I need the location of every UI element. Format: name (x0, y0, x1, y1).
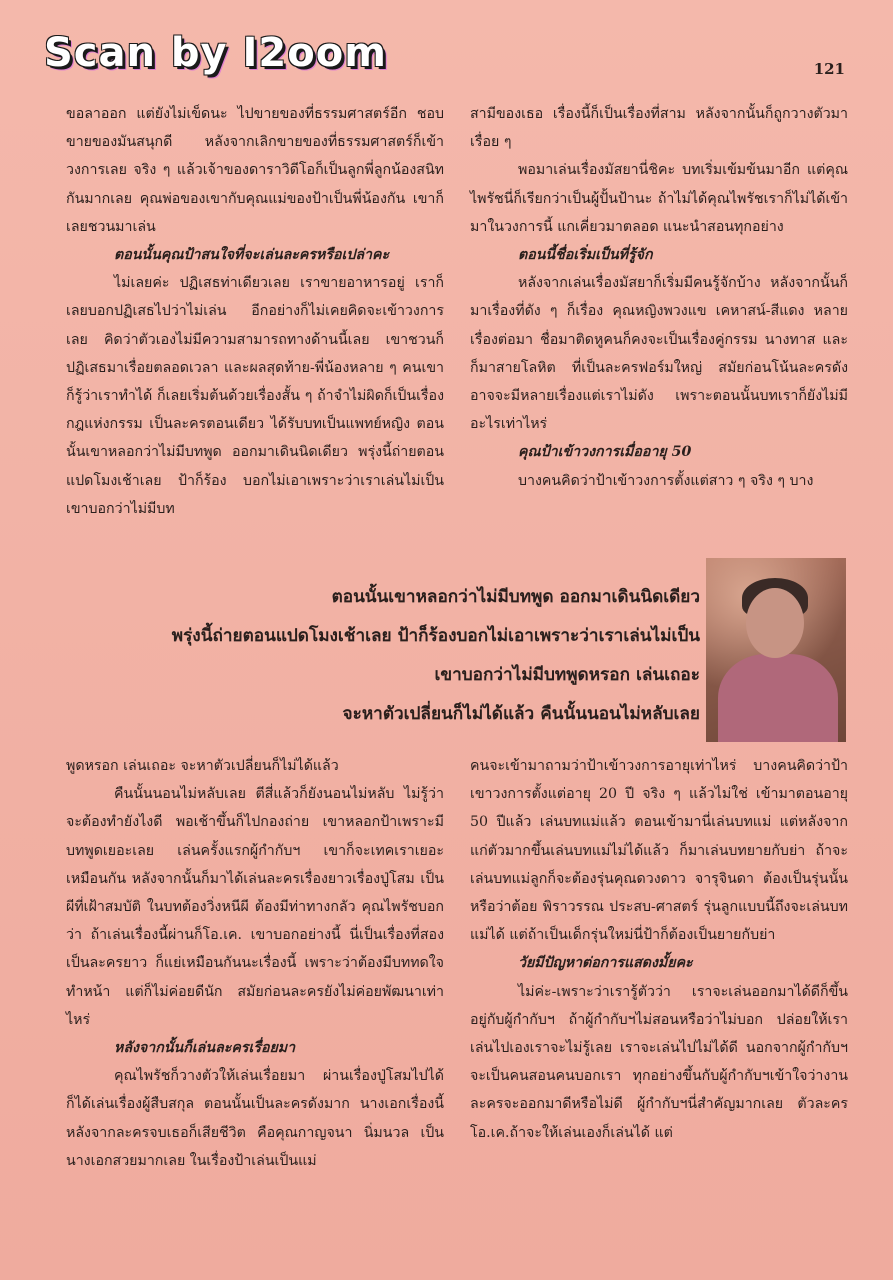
paragraph: พูดหรอก เล่นเถอะ จะหาตัวเปลี่ยนก็ไม่ได้แล้ว (66, 758, 339, 774)
section-heading: วัยมีปัญหาต่อการแสดงมั้ยคะ (518, 955, 693, 972)
column-top-left (66, 100, 444, 523)
section-heading: ตอนนี้ชื่อเริ่มเป็นที่รู้จัก (518, 247, 653, 264)
pull-quote-line: จะหาตัวเปลี่ยนก็ไม่ได้แล้ว คืนนั้นนอนไม่หลับเลย (342, 704, 700, 724)
pull-quote-line: เขาบอกว่าไม่มีบทพูดหรอก เล่นเถอะ (434, 665, 700, 685)
paragraph: บางคนคิดว่าป้าเข้าวงการตั้งแต่สาว ๆ จริง ๆ บาง (518, 472, 814, 489)
paragraph: คนจะเข้ามาถามว่าป้าเข้าวงการอายุเท่าไหร่ บางคนคิดว่าป้าเขาวงการตั้งแต่อายุ 20 ปี จริง ๆ แล้วไม่ใช่ เข้ามาตอนอายุ 50 ปีแล้ว เล่นบทแม่แล้ว ตอนเข้ามานี่เล่นบทแม่ แต่หลังจากแก่ตัวมากขึ้นเล่นบทแม่ไม่ได้แล้ว ก็มาเล่นบทยายกับย่า ถ้าจะเล่นบทแม่ลูกก็จะต้องรุ่นคุณดวงดาว จารุจินดา ต้องเป็นรุ่นนั้น หรือว่าต้อย พิราวรรณ ประสบ-ศาสตร์ รุ่นลูกแบบนี้ถึงจะเล่นบทแม่ได้ แต่ถ้าเป็นเด็กรุ่นใหม่นี่ป้าก็ต้องเป็นยายกับย่า (470, 758, 848, 944)
paragraph: พอมาเล่นเรื่องมัสยานี่ชิคะ บทเริ่มเข้มข้นมาอีก แต่คุณไพรัชนี่ก็เรียกว่าเป็นผู้ปั้นป้านะ ถ้าไม่ได้คุณไพรัชเราก็ไม่ได้เข้ามาในวงการนี้ แกเคี่ยวมาตลอด แนะนำสอนทุกอย่าง (470, 162, 848, 235)
section-heading: หลังจากนั้นก็เล่นละครเรื่อยมา (114, 1040, 296, 1057)
column-bottom-left (66, 752, 444, 1175)
pull-quote-line: ตอนนั้นเขาหลอกว่าไม่มีบทพูด ออกมาเดินนิดเดียว (331, 587, 700, 607)
section-heading: คุณป้าเข้าวงการเมื่ออายุ 50 (518, 444, 692, 461)
portrait-photo (706, 558, 846, 742)
paragraph: ขอลาออก แต่ยังไม่เข็ดนะ ไปขายของที่ธรรมศาสตร์อีก ชอบขายของมันสนุกดี หลังจากเลิกขายของที่ธรรมศาสตร์ก็เข้าวงการเลย จริง ๆ แล้วเจ้าของดาราวิดีโอก็เป็นลูกพี่ลูกน้องสนิทกันมากเลย คุณพ่อของเขากับคุณแม่ของป้าเป็นพี่น้องกัน เขาก็เลยชวนมาเล่น (66, 106, 444, 235)
pull-quote (60, 578, 700, 734)
paragraph: คุณไพรัชก็วางตัวให้เล่นเรื่อยมา ผ่านเรื่องปู่โสมไปได้ก็ได้เล่นเรื่องผู้สืบสกุล ตอนนั้นเป็นละครดังมาก นางเอกเรื่องนี้ หลังจากละครจบเธอก็เสียชีวิต คือคุณกาญจนา นิ่มนวล เป็นนางเอกสวยมากเลย ในเรื่องป้าเล่นเป็นแม่ (66, 1068, 444, 1169)
paragraph: สามีของเธอ เรื่องนี้ก็เป็นเรื่องที่สาม หลังจากนั้นก็ถูกวางตัวมาเรื่อย ๆ (470, 106, 848, 151)
paragraph: หลังจากเล่นเรื่องมัสยาก็เริ่มมีคนรู้จักบ้าง หลังจากนั้นก็มาเรื่องที่ดัง ๆ ก็เรื่อง คุณหญิงพวงแข เคหาสน์-สีแดง หลายเรื่องต่อมา ชื่อมาติดหูคนก็คงจะเป็นเรื่องคู่กรรม นางทาส และก็มาสายโลหิต ที่เป็นละครฟอร์มใหญ่ สมัยก่อนโน้นละครดังอาจจะมีหลายเรื่องแต่เราไม่ดัง เพราะตอนนั้นบทเราก็ยังไม่มีอะไรเท่าไหร่ (470, 275, 848, 433)
pull-quote-line: พรุ่งนี้ถ่ายตอนแปดโมงเช้าเลย ป้าก็ร้องบอกไม่เอาเพราะว่าเราเล่นไม่เป็น (171, 626, 700, 646)
paragraph: คืนนั้นนอนไม่หลับเลย ตีสี่แล้วก็ยังนอนไม่หลับ ไม่รู้ว่าจะต้องทำยังไงดี พอเช้าขึ้นก็ไปกองถ่าย เขาหลอกป้าเพราะมีบทพูดเยอะเลย เล่นครั้งแรกผู้กำกับฯ เขาก็จะเทคเราเยอะเหมือนกัน หลังจากนั้นก็มาได้เล่นละครเรื่องยาวเรื่องปู่โสม เป็นผีที่เฝ้าสมบัติ ในบทต้องวิ่งหนีผี ต้องมีท่าทางกลัว คุณไพรัชบอกว่า ถ้าเล่นเรื่องนี้ผ่านก็โอ.เค. เขาบอกอย่างนี้ นี่เป็นเรื่องที่สองเป็นละครยาว ก็แย่เหมือนกันนะเรื่องนี้ เพราะว่าต้องมีบททดใจ ทำหน้า แต่ก็ไม่ค่อยดีนัก สมัยก่อนละครยังไม่ค่อยพัฒนาเท่าไหร่ (66, 786, 444, 1028)
column-bottom-right (470, 752, 848, 1147)
page-number: 121 (813, 60, 845, 78)
paragraph: ไม่เลยค่ะ ปฏิเสธท่าเดียวเลย เราขายอาหารอยู่ เราก็เลยบอกปฏิเสธไปว่าไม่เล่น อีกอย่างก็ไม่เคยคิดจะเข้าวงการเลย คิดว่าตัวเองไม่มีความสามารถทางด้านนี้เลย เขาชวนก็ปฏิเสธมาเรื่อยตลอดเวลา และผลสุดท้าย-พี่น้องหลาย ๆ คนเขาก็รู้ว่าเราทำได้ ก็เลยเริ่มต้นด้วยเรื่องสั้น ๆ ถ้าจำไม่ผิดก็เป็นเรื่องกฎแห่งกรรม เป็นละครตอนเดียว ได้รับบทเป็นแพทย์หญิง ตอนนั้นเขาหลอกว่าไม่มีบทพูด ออกมาเดินนิดเดียว พรุ่งนี้ถ่ายตอนแปดโมงเช้าเลย ป้าก็ร้อง บอกไม่เอาเพราะว่าเราเล่นไม่เป็น เขาบอกว่าไม่มีบท (66, 275, 444, 517)
section-heading: ตอนนั้นคุณป้าสนใจที่จะเล่นละครหรือเปล่าคะ (114, 247, 390, 264)
scan-watermark: Scan by I2oom (44, 30, 387, 76)
paragraph: ไม่ค่ะ-เพราะว่าเรารู้ตัวว่า เราจะเล่นออกมาได้ดีก็ขึ้นอยู่กับผู้กำกับฯ ถ้าผู้กำกับฯไม่สอนหรือว่าไม่บอก ปล่อยให้เราเล่นไปเองเราจะไม่รู้เลย เราจะเล่นไปไม่ได้ดี นอกจากผู้กำกับฯจะเป็นคนสอนคนบอกเรา ทุกอย่างขึ้นกับผู้กำกับฯเข้าใจว่างานละครจะออกมาดีหรือไม่ดี ผู้กำกับฯนี่สำคัญมากเลย ตัวละครโอ.เค.ถ้าจะให้เล่นเองก็เล่นได้ แต่ (470, 983, 848, 1141)
column-top-right (470, 100, 848, 495)
